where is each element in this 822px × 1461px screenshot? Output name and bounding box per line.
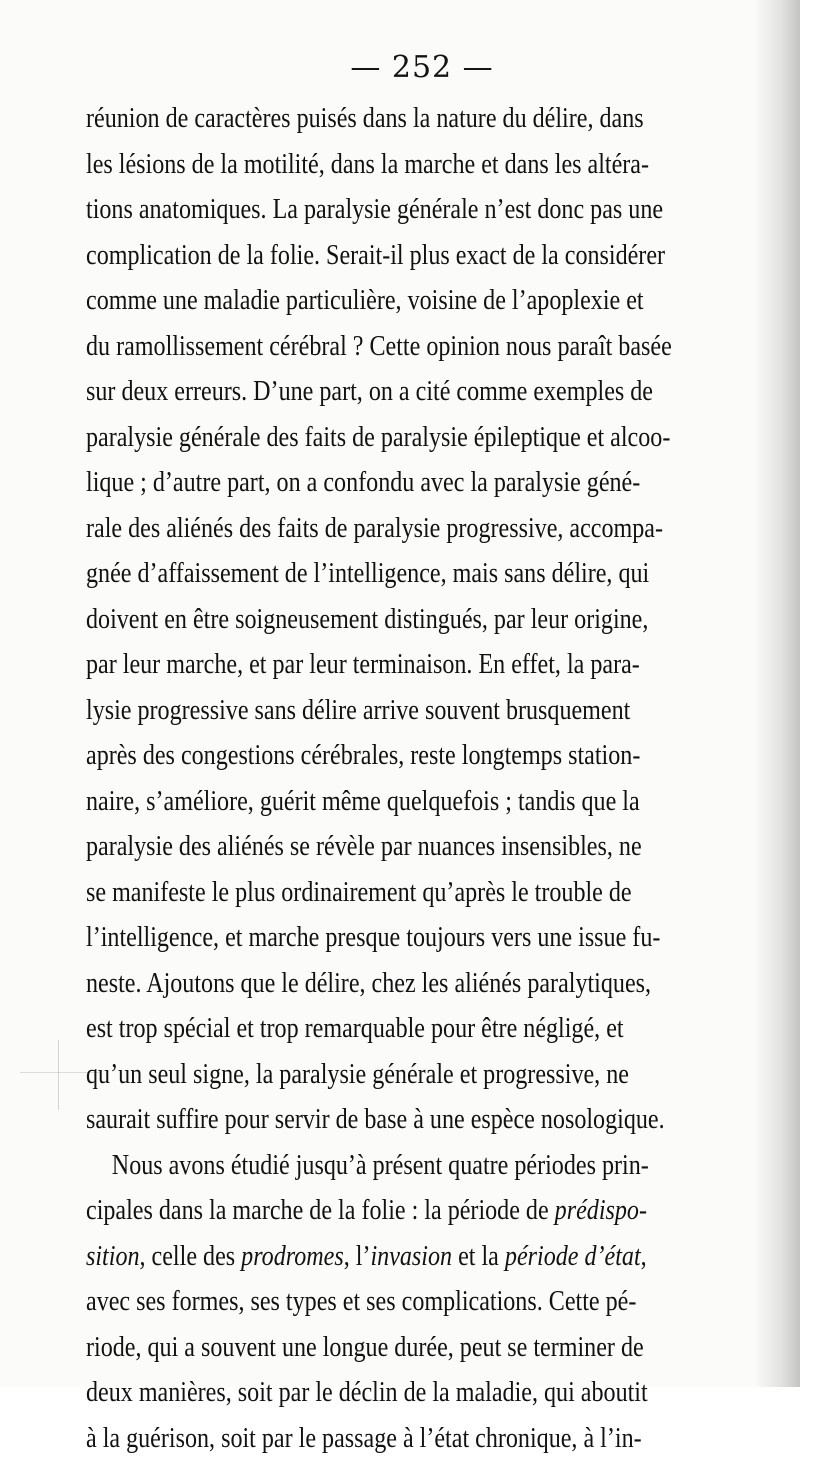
text-segment: cipales dans la marche de la folie : la période de	[86, 1195, 555, 1226]
text-segment: par leur marche, et par leur terminaison. En effet, la para-	[86, 649, 640, 680]
text-line	[86, 824, 662, 870]
text-line	[86, 142, 662, 188]
text-segment: les lésions de la motilité, dans la marche et dans les altéra-	[86, 149, 649, 180]
text-segment: rale des aliénés des faits de paralysie progressive, accompa-	[86, 513, 663, 544]
page-number: — 252 —	[22, 50, 822, 85]
text-segment: l’intelligence, et marche presque toujours vers une issue fu-	[86, 922, 660, 953]
italic-term: prédispo-	[555, 1195, 647, 1226]
text-line	[86, 597, 662, 643]
text-segment: qu’un seul signe, la paralysie générale et progressive, ne	[86, 1059, 629, 1090]
text-line	[86, 915, 662, 961]
text-segment: saurait suffire pour servir de base à une espèce nosologique.	[86, 1104, 665, 1135]
text-line	[86, 1097, 662, 1143]
text-line	[86, 961, 662, 1007]
text-line	[86, 1279, 662, 1325]
text-line	[86, 1234, 662, 1280]
text-line	[86, 506, 662, 552]
text-line	[86, 1416, 662, 1461]
text-segment: riode, qui a souvent une longue durée, peut se terminer de	[86, 1332, 644, 1363]
text-segment: tions anatomiques. La paralysie générale n’est donc pas une	[86, 194, 663, 225]
italic-term: invasion	[370, 1241, 452, 1272]
text-segment: lysie progressive sans délire arrive souvent brusquement	[86, 695, 630, 726]
text-segment: et la	[452, 1241, 505, 1272]
text-segment: naire, s’améliore, guérit même quelquefois ; tandis que la	[86, 786, 640, 817]
text-line	[86, 324, 662, 370]
text-line	[86, 779, 662, 825]
text-segment: , l’	[344, 1241, 371, 1272]
text-segment: comme une maladie particulière, voisine de l’apoplexie et	[86, 285, 644, 316]
page-edge-shadow	[754, 0, 800, 1387]
text-line	[86, 460, 662, 506]
text-segment: réunion de caractères puisés dans la nature du délire, dans	[86, 103, 644, 134]
text-segment: avec ses formes, ses types et ses complications. Cette pé-	[86, 1286, 636, 1317]
text-segment: ,	[641, 1241, 647, 1272]
text-line	[86, 1188, 662, 1234]
text-segment: neste. Ajoutons que le délire, chez les aliénés paralytiques,	[86, 968, 651, 999]
text-line	[86, 1370, 662, 1416]
text-segment: du ramollissement cérébral ? Cette opinion nous paraît basée	[86, 331, 672, 362]
text-line	[86, 369, 662, 415]
text-segment: paralysie générale des faits de paralysie épileptique et alcoo-	[86, 422, 670, 453]
text-line	[86, 733, 662, 779]
text-line	[86, 642, 662, 688]
text-segment: paralysie des aliénés se révèle par nuances insensibles, ne	[86, 831, 642, 862]
text-line	[86, 1143, 662, 1189]
text-segment: Nous avons étudié jusqu’à présent quatre périodes prin-	[112, 1150, 649, 1181]
text-segment: se manifeste le plus ordinairement qu’après le trouble de	[86, 877, 632, 908]
italic-term: prodromes	[241, 1241, 344, 1272]
text-line	[86, 278, 662, 324]
text-line	[86, 870, 662, 916]
text-segment: à la guérison, soit par le passage à l’état chronique, à l’in-	[86, 1423, 642, 1454]
text-line	[86, 1052, 662, 1098]
text-segment: est trop spécial et trop remarquable pour être négligé, et	[86, 1013, 624, 1044]
text-line	[86, 233, 662, 279]
text-line	[86, 1325, 662, 1371]
text-segment: deux manières, soit par le déclin de la maladie, qui aboutit	[86, 1377, 648, 1408]
text-segment: gnée d’affaissement de l’intelligence, mais sans délire, qui	[86, 558, 649, 589]
text-line	[86, 96, 662, 142]
text-line	[86, 551, 662, 597]
text-line	[86, 1006, 662, 1052]
margin-mark-horizontal	[20, 1072, 100, 1073]
text-segment: lique ; d’autre part, on a confondu avec la paralysie géné-	[86, 467, 640, 498]
margin-mark	[58, 1040, 59, 1110]
text-segment: sur deux erreurs. D’une part, on a cité comme exemples de	[86, 376, 653, 407]
italic-term: sition	[86, 1241, 140, 1272]
text-line	[86, 415, 662, 461]
text-segment: , celle des	[140, 1241, 242, 1272]
italic-term: période d’état	[505, 1241, 641, 1272]
text-segment: complication de la folie. Serait-il plus exact de la considérer	[86, 240, 665, 271]
text-segment: après des congestions cérébrales, reste longtemps station-	[86, 740, 640, 771]
body-text	[86, 96, 756, 1461]
text-line	[86, 688, 662, 734]
text-segment: doivent en être soigneusement distingués, par leur origine,	[86, 604, 648, 635]
text-line	[86, 187, 662, 233]
